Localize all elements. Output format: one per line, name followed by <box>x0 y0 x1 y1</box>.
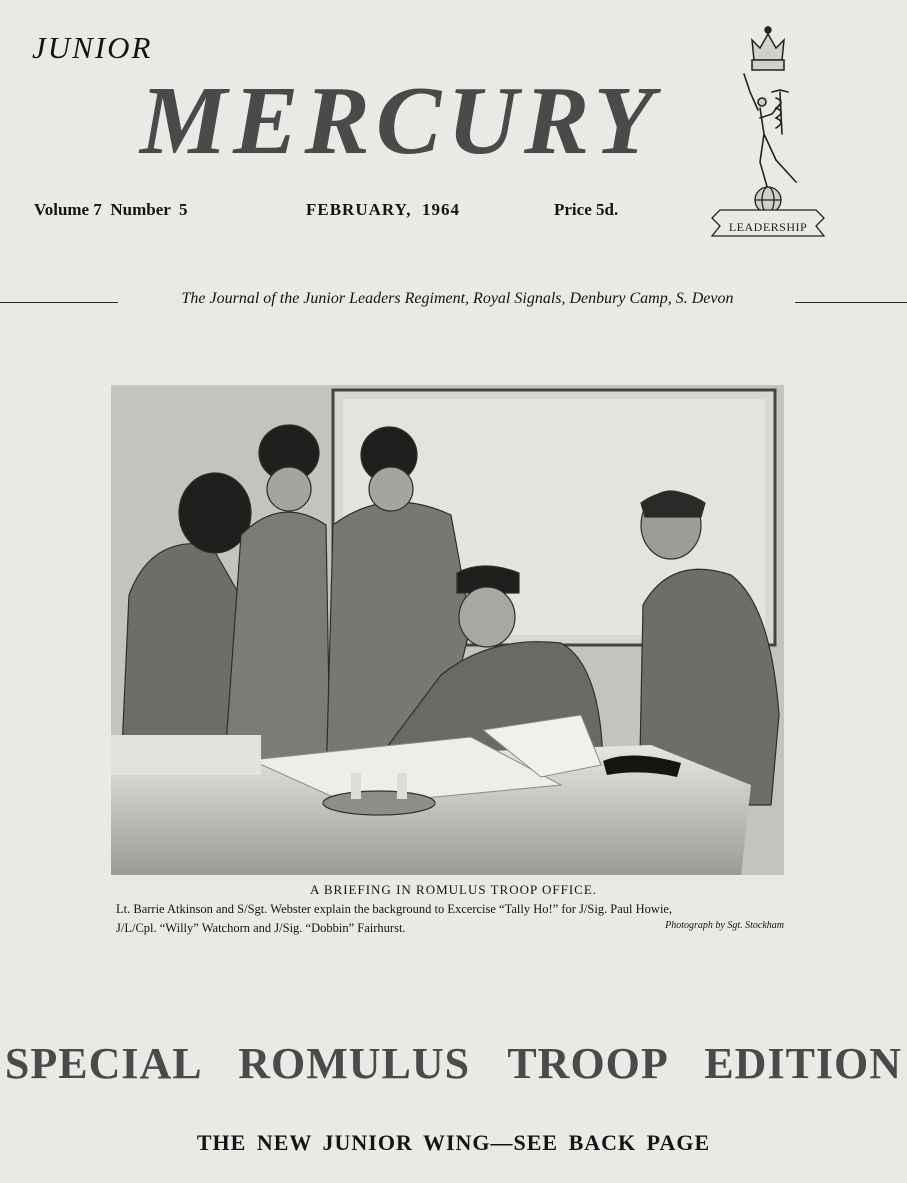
journal-subtitle: The Journal of the Junior Leaders Regiment, Royal Signals, Denbury Camp, S. Devon <box>181 290 734 307</box>
photo-caption-line-1: Lt. Barrie Atkinson and S/Sgt. Webster explain the background to Excercise “Tally Ho!” for J/Sig. Paul Howie, <box>116 902 673 916</box>
svg-text:LEADERSHIP: LEADERSHIP <box>728 220 808 234</box>
photo-caption-title: A BRIEFING IN ROMULUS TROOP OFFICE. <box>309 882 598 897</box>
header-rule-right <box>795 302 907 303</box>
issue-price: Price 5d. <box>554 200 619 219</box>
special-edition-headline: SPECIAL ROMULUS TROOP EDITION <box>4 1039 903 1088</box>
back-page-tagline: THE NEW JUNIOR WING—SEE BACK PAGE <box>196 1130 711 1155</box>
photo-credit: Photograph by Sgt. Stockham <box>665 920 784 931</box>
header-rule-left <box>0 302 118 303</box>
briefing-photograph <box>111 385 784 875</box>
mercury-figure-icon <box>744 74 796 190</box>
masthead-title: MERCURY <box>140 67 660 175</box>
volume-number: Volume 7 Number 5 <box>34 200 188 219</box>
royal-signals-crest <box>706 22 830 246</box>
masthead-junior: JUNIOR <box>32 30 153 65</box>
globe-icon <box>755 187 781 213</box>
issue-date: FEBRUARY, 1964 <box>306 200 461 219</box>
crown-icon <box>752 26 784 70</box>
photo-caption-line-2: J/L/Cpl. “Willy” Watchorn and J/Sig. “Dobbin” Fairhurst. <box>116 921 406 935</box>
photo-caption-body <box>116 900 784 938</box>
